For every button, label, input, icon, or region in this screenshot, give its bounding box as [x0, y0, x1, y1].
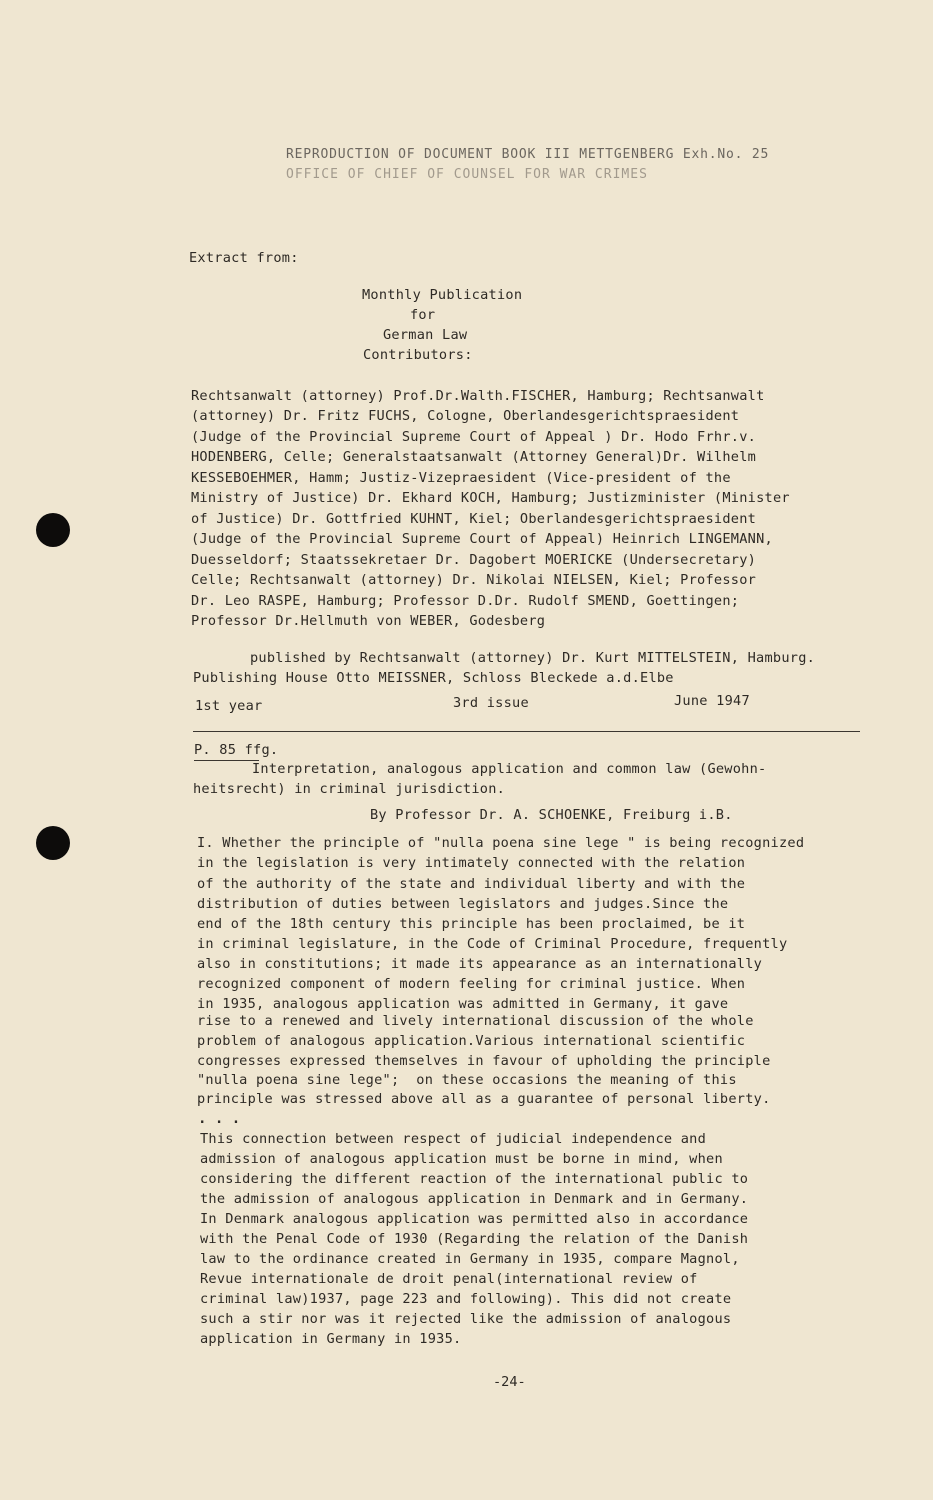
punch-hole-bottom — [36, 826, 70, 860]
paragraph-line: in the legislation is very intimately connected with the relation — [197, 855, 746, 871]
article-title: heitsrecht) in criminal jurisdiction. — [193, 781, 506, 797]
contributors-line: Duesseldorf; Staatssekretaer Dr. Dagobert MOERICKE (Undersecretary) — [191, 552, 757, 568]
paragraph-line: distribution of duties between legislators and judges.Since the — [197, 896, 729, 912]
paragraph-line: problem of analogous application.Various international scientific — [197, 1033, 746, 1049]
paragraph-line: rise to a renewed and lively international discussion of the whole — [197, 1013, 754, 1029]
contributors-line: Dr. Leo RASPE, Hamburg; Professor D.Dr. Rudolf SMEND, Goettingen; — [191, 593, 740, 609]
paragraph-line: end of the 18th century this principle has been proclaimed, be it — [197, 916, 746, 932]
contributors-line: (attorney) Dr. Fritz FUCHS, Cologne, Oberlandesgerichtspraesident — [191, 408, 740, 424]
paragraph-line: I. Whether the principle of "nulla poena sine lege " is being recognized — [197, 835, 805, 851]
section-divider — [193, 731, 860, 732]
ellipsis: . . . — [198, 1111, 241, 1127]
publisher-line: Publishing House Otto MEISSNER, Schloss Bleckede a.d.Elbe — [193, 670, 674, 686]
publication-date: June 1947 — [674, 693, 750, 709]
contributors-line: HODENBERG, Celle; Generalstaatsanwalt (Attorney General)Dr. Wilhelm — [191, 449, 757, 465]
contributors-line: Rechtsanwalt (attorney) Prof.Dr.Walth.FISCHER, Hamburg; Rechtsanwalt — [191, 388, 765, 404]
contributors-heading: Contributors: — [363, 347, 473, 363]
publication-title: for — [410, 307, 436, 323]
paragraph-line: of the authority of the state and individual liberty and with the — [197, 876, 746, 892]
publisher-line: published by Rechtsanwalt (attorney) Dr. Kurt MITTELSTEIN, Hamburg. — [250, 650, 816, 666]
paragraph-line: law to the ordinance created in Germany in 1935, compare Magnol, — [200, 1251, 740, 1267]
paragraph-line: congresses expressed themselves in favour of upholding the principle — [197, 1053, 771, 1069]
paragraph-line: admission of analogous application must be borne in mind, when — [200, 1151, 723, 1167]
paragraph-line: with the Penal Code of 1930 (Regarding the relation of the Danish — [200, 1231, 749, 1247]
article-author: By Professor Dr. A. SCHOENKE, Freiburg i.B. — [370, 807, 733, 823]
contributors-line: Ministry of Justice) Dr. Ekhard KOCH, Hamburg; Justizminister (Minister — [191, 490, 790, 506]
paragraph-line: considering the different reaction of the international public to — [200, 1171, 749, 1187]
paragraph-line: Revue internationale de droit penal(international review of — [200, 1271, 698, 1287]
publication-title: German Law — [383, 327, 468, 343]
paragraph-line: in 1935, analogous application was admitted in Germany, it gave — [197, 996, 729, 1012]
publication-title: Monthly Publication — [362, 287, 523, 303]
paragraph-line: criminal law)1937, page 223 and following). This did not create — [200, 1291, 732, 1307]
page-ref-underline — [194, 760, 259, 761]
paragraph-line: "nulla poena sine lege"; on these occasions the meaning of this — [197, 1072, 737, 1088]
contributors-line: (Judge of the Provincial Supreme Court of Appeal ) Dr. Hodo Frhr.v. — [191, 429, 757, 445]
paragraph-line: In Denmark analogous application was permitted also in accordance — [200, 1211, 749, 1227]
extract-label: Extract from: — [189, 250, 299, 266]
publication-issue: 3rd issue — [453, 695, 529, 711]
contributors-line: Celle; Rechtsanwalt (attorney) Dr. Nikolai NIELSEN, Kiel; Professor — [191, 572, 757, 588]
page-number: -24- — [493, 1374, 526, 1390]
article-page-ref: P. 85 ffg. — [194, 742, 279, 758]
paragraph-line: This connection between respect of judicial independence and — [200, 1131, 707, 1147]
contributors-line: KESSEBOEHMER, Hamm; Justiz-Vizepraesident (Vice-president of the — [191, 470, 731, 486]
paragraph-line: recognized component of modern feeling for criminal justice. When — [197, 976, 746, 992]
punch-hole-top — [36, 513, 70, 547]
paragraph-line: application in Germany in 1935. — [200, 1331, 462, 1347]
paragraph-line: the admission of analogous application in Denmark and in Germany. — [200, 1191, 749, 1207]
publication-year: 1st year — [195, 698, 263, 714]
document-header: REPRODUCTION OF DOCUMENT BOOK III METTGENBERG Exh.No. 25 — [286, 147, 770, 162]
contributors-line: Professor Dr.Hellmuth von WEBER, Godesberg — [191, 613, 546, 629]
paragraph-line: such a stir nor was it rejected like the admission of analogous — [200, 1311, 732, 1327]
contributors-line: (Judge of the Provincial Supreme Court of Appeal) Heinrich LINGEMANN, — [191, 531, 773, 547]
paragraph-line: principle was stressed above all as a guarantee of personal liberty. — [197, 1091, 771, 1107]
paragraph-line: also in constitutions; it made its appearance as an internationally — [197, 956, 763, 972]
document-subheader: OFFICE OF CHIEF OF COUNSEL FOR WAR CRIMES — [286, 167, 648, 182]
paragraph-line: in criminal legislature, in the Code of Criminal Procedure, frequently — [197, 936, 788, 952]
article-title: Interpretation, analogous application and common law (Gewohn- — [252, 761, 767, 777]
contributors-line: of Justice) Dr. Gottfried KUHNT, Kiel; Oberlandesgerichtspraesident — [191, 511, 757, 527]
